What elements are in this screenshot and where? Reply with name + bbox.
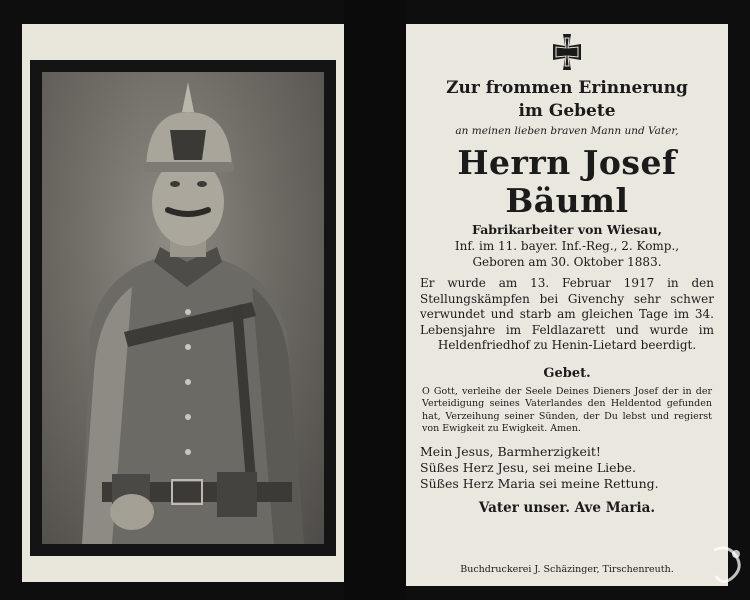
prayer-title: Gebet. [543, 365, 591, 381]
verse-1: Mein Jesus, Barmherzigkeit! [420, 443, 601, 459]
verses-block [406, 444, 728, 492]
memorial-text-card [406, 24, 728, 586]
photo-mourning-border [30, 60, 336, 556]
verse-3: Süßes Herz Maria sei meine Rettung. [420, 475, 659, 491]
closing-prayer: Vater unser. Ave Maria. [478, 499, 656, 516]
card-fold-gap [344, 0, 406, 600]
heading-line-1: Zur frommen Erinnerung [446, 78, 688, 98]
deceased-name: Herrn Josef Bäuml [457, 143, 677, 220]
dedication-text: an meinen lieben braven Mann und Vater, [455, 125, 679, 137]
heading-line-2: im Gebete [518, 101, 616, 121]
soldier-portrait-illustration [42, 72, 324, 544]
ebay-watermark-icon [706, 540, 750, 590]
birth-date-text: Geboren am 30. Oktober 1883. [472, 255, 662, 269]
military-unit-text: Inf. im 11. bayer. Inf.-Reg., 2. Komp., [454, 239, 680, 253]
verse-2: Süßes Herz Jesu, sei meine Liebe. [420, 459, 636, 475]
occupation-text: Fabrikarbeiter von Wiesau, [472, 222, 662, 237]
photo-card [22, 24, 344, 582]
death-description: Er wurde am 13. Februar 1917 in den Stellungskämpfen bei Givenchy sehr schwer verwundet und starb am gleichen Tage im 34. Lebensjahre im Feldlazarett und wurde im Heldenfriedhof zu Henin-Lietard beerdigt. [420, 276, 714, 352]
prayer-text: O Gott, verleihe der Seele Deines Dieners Josef der in der Verteidigung seines Vaterlandes den Heldentod gefunden hat, Verzeihung seiner Sünden, der Du lebst und regierst von Ewigkeit zu Ewigkeit. Amen. [422, 385, 712, 434]
soldier-portrait [42, 72, 324, 544]
iron-cross-icon [547, 32, 587, 72]
printer-imprint: Buchdruckerei J. Schäzinger, Tirschenreuth. [460, 564, 674, 575]
